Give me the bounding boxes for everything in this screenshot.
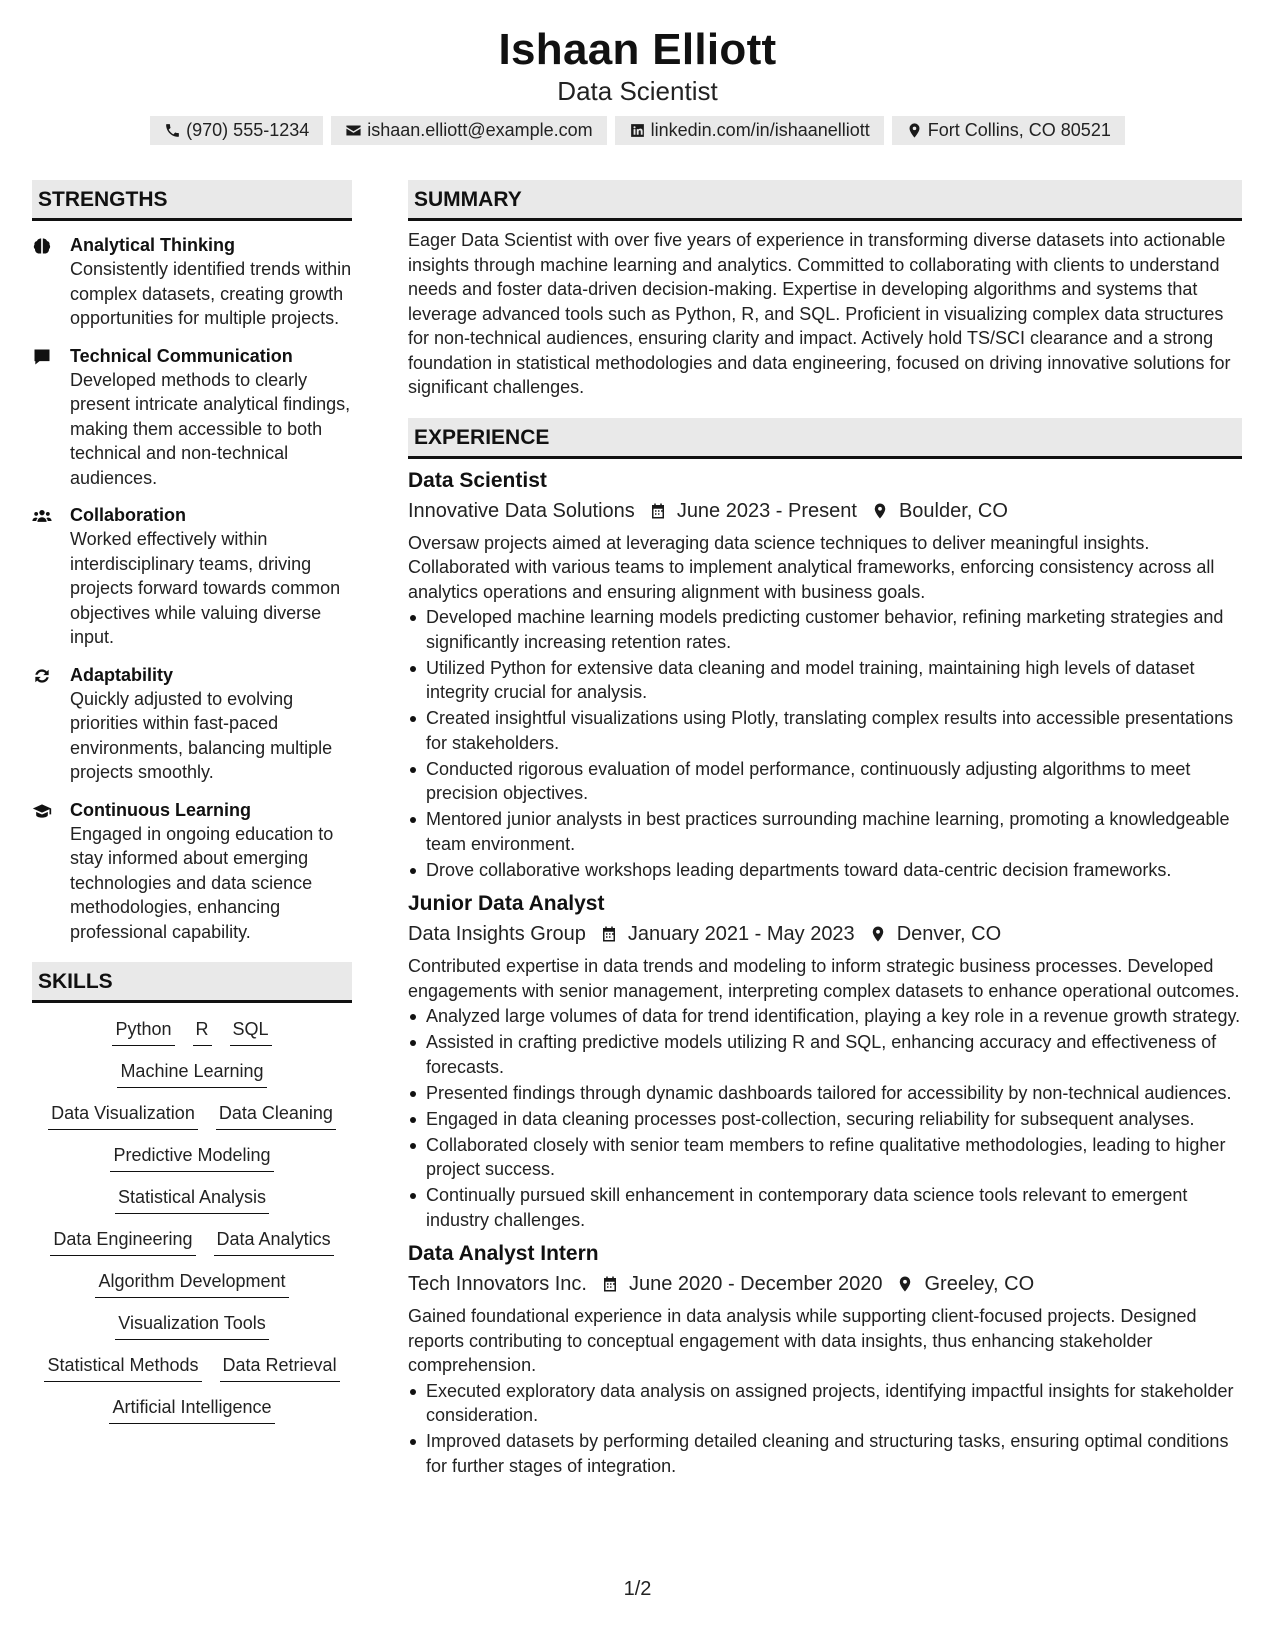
map-pin-icon	[869, 925, 887, 943]
skill-tag: R	[193, 1017, 212, 1046]
job-bullet: Created insightful visualizations using Plotly, translating complex results into accessible presentations for stakeholders.	[408, 706, 1242, 755]
job-description: Oversaw projects aimed at leveraging data science techniques to deliver meaningful insights. Collaborated with various teams to implement analytical frameworks, enforcing consistency across all analytics operations and ensuring alignment with business goals.	[408, 532, 1215, 602]
skill-tag: Statistical Analysis	[115, 1185, 269, 1214]
skill-tag: Visualization Tools	[115, 1311, 268, 1340]
strength-item	[32, 233, 352, 331]
strengths-list	[32, 233, 352, 944]
map-pin-icon	[871, 502, 889, 520]
calendar-icon	[600, 925, 618, 943]
skill-tag: SQL	[230, 1017, 272, 1046]
sync-icon	[32, 666, 52, 686]
contact-location	[892, 116, 1125, 145]
job-title: Junior Data Analyst	[408, 892, 605, 915]
job-entry	[408, 890, 1242, 1232]
strength-title: Adaptability	[70, 664, 174, 685]
strengths-heading: STRENGTHS	[32, 180, 352, 221]
skills-list	[32, 1017, 352, 1424]
job-description: Gained foundational experience in data analysis while supporting client-focused projects. Designed reports contributing to conceptual engagement with data insights, thus enhancing stakeholder comprehension.	[408, 1306, 1197, 1375]
job-location: Boulder, CO	[898, 499, 1008, 522]
contact-email-text[interactable]: ishaan.elliott@example.com	[367, 120, 593, 140]
calendar-icon	[649, 502, 667, 520]
job-bullets	[408, 605, 1242, 882]
job-entry	[408, 1240, 1242, 1478]
job-bullet: Assisted in crafting predictive models utilizing R and SQL, enhancing accuracy and effectiveness of forecasts.	[408, 1030, 1242, 1079]
skill-tag: Data Retrieval	[220, 1353, 340, 1382]
right-column	[408, 180, 1242, 1480]
candidate-role: Data Scientist	[557, 76, 718, 106]
skill-tag: Data Visualization	[48, 1101, 198, 1130]
linkedin-icon	[629, 122, 646, 139]
strength-item	[32, 503, 352, 650]
job-entry	[408, 467, 1242, 883]
job-title: Data Analyst Intern	[408, 1242, 599, 1265]
job-company: Data Insights Group	[408, 923, 586, 945]
job-bullet: Improved datasets by performing detailed cleaning and structuring tasks, ensuring optimal conditions for further stages of integration.	[408, 1429, 1242, 1478]
job-bullets	[408, 1379, 1242, 1479]
skill-tag: Data Analytics	[214, 1227, 334, 1256]
job-bullet: Engaged in data cleaning processes post-collection, securing reliability for subsequent analyses.	[408, 1107, 1242, 1132]
page-number: 1/2	[623, 1578, 652, 1600]
contact-phone	[150, 116, 323, 145]
job-company: Tech Innovators Inc.	[408, 1273, 587, 1295]
job-company: Innovative Data Solutions	[408, 499, 635, 522]
job-bullets	[408, 1004, 1242, 1232]
job-bullet: Continually pursued skill enhancement in contemporary data science tools relevant to emergent industry challenges.	[408, 1183, 1242, 1232]
job-dates: January 2021 - May 2023	[627, 923, 855, 945]
skill-tag: Statistical Methods	[44, 1353, 201, 1382]
job-meta	[408, 497, 1242, 525]
contact-bar	[0, 116, 1275, 145]
skill-tag: Python	[112, 1017, 174, 1046]
job-bullet: Executed exploratory data analysis on assigned projects, identifying impactful insights for stakeholder consideration.	[408, 1379, 1242, 1428]
job-dates: June 2023 - Present	[676, 499, 857, 522]
job-description: Contributed expertise in data trends and modeling to inform strategic business processes. Developed engagements with senior management, interpreting complex datasets to enhance operational outcomes.	[408, 956, 1240, 1001]
strength-title: Continuous Learning	[70, 799, 251, 820]
strength-title: Technical Communication	[70, 345, 293, 366]
skill-tag: Machine Learning	[117, 1059, 266, 1088]
strength-description: Developed methods to clearly present intricate analytical findings, making them accessible to both technical and non-technical audiences.	[70, 369, 351, 488]
job-meta	[408, 1270, 1242, 1298]
strength-description: Consistently identified trends within complex datasets, creating growth opportunities for multiple projects.	[70, 259, 352, 328]
summary-heading: SUMMARY	[408, 180, 1242, 221]
calendar-icon	[601, 1275, 619, 1293]
skill-tag: Algorithm Development	[95, 1269, 288, 1298]
job-bullet: Utilized Python for extensive data cleaning and model training, maintaining high levels of dataset integrity crucial for analysis.	[408, 656, 1242, 705]
skills-section	[32, 962, 352, 1424]
strength-description: Worked effectively within interdisciplinary teams, driving projects forward towards common objectives while valuing diverse input.	[70, 529, 341, 647]
job-title: Data Scientist	[408, 468, 547, 492]
map-pin-icon	[896, 1275, 914, 1293]
skill-tag: Data Engineering	[50, 1227, 195, 1256]
experience-heading: EXPERIENCE	[408, 418, 1242, 459]
strength-item	[32, 798, 352, 945]
summary-text: Eager Data Scientist with over five years of experience in transforming diverse datasets into actionable insights through machine learning and analytics. Committed to collaborating with clients to understand needs and foster data-driven decision-making. Expertise in developing algorithms and systems that leverage advanced tools such as Python, R, and SQL. Proficient in visualizing complex data structures for non-technical audiences, ensuring clarity and impact. Actively hold TS/SCI clearance and a strong foundation in statistical methodologies and data engineering, focused on driving innovative solutions for significant challenges.	[408, 230, 1231, 397]
contact-location-text: Fort Collins, CO 80521	[927, 120, 1111, 140]
graduation-cap-icon	[32, 801, 52, 821]
job-bullet: Conducted rigorous evaluation of model performance, continuously adjusting algorithms to meet precision objectives.	[408, 757, 1242, 806]
contact-linkedin[interactable]	[615, 116, 884, 145]
left-column	[32, 180, 352, 1424]
strength-item	[32, 663, 352, 785]
job-bullet: Presented findings through dynamic dashboards tailored for accessibility by non-technical audiences.	[408, 1081, 1242, 1106]
resume-header	[0, 0, 1275, 145]
users-icon	[32, 506, 52, 526]
map-pin-icon	[906, 122, 923, 139]
job-bullet: Collaborated closely with senior team members to refine qualitative methodologies, leading to higher project success.	[408, 1133, 1242, 1182]
strength-title: Analytical Thinking	[70, 235, 236, 255]
job-dates: June 2020 - December 2020	[628, 1273, 883, 1295]
contact-phone-text: (970) 555-1234	[186, 120, 310, 140]
phone-icon	[164, 122, 181, 139]
envelope-icon	[345, 122, 362, 139]
job-bullet: Developed machine learning models predicting customer behavior, refining marketing strategies and significantly increasing retention rates.	[408, 605, 1242, 654]
brain-icon	[32, 236, 52, 256]
skill-tag: Predictive Modeling	[110, 1143, 273, 1172]
job-bullet: Drove collaborative workshops leading departments toward data-centric decision frameworks.	[408, 858, 1242, 883]
job-meta	[408, 920, 1242, 948]
job-bullet: Mentored junior analysts in best practices surrounding machine learning, promoting a knowledgeable team environment.	[408, 807, 1242, 856]
strength-description: Quickly adjusted to evolving priorities within fast-paced environments, balancing multiple projects smoothly.	[70, 688, 333, 782]
strength-description: Engaged in ongoing education to stay informed about emerging technologies and data science methodologies, enhancing professional capability.	[70, 823, 334, 942]
contact-email[interactable]	[331, 116, 606, 145]
job-location: Denver, CO	[896, 923, 1002, 945]
strength-item	[32, 344, 352, 491]
skill-tag: Artificial Intelligence	[109, 1395, 274, 1424]
strength-title: Collaboration	[70, 505, 186, 525]
skill-tag: Data Cleaning	[216, 1101, 336, 1130]
speech-bubble-icon	[32, 347, 52, 367]
job-location: Greeley, CO	[924, 1273, 1035, 1295]
contact-linkedin-text[interactable]: linkedin.com/in/ishaanelliott	[650, 120, 870, 140]
skills-heading: SKILLS	[32, 962, 352, 1003]
candidate-name: Ishaan Elliott	[498, 25, 777, 74]
job-bullet: Analyzed large volumes of data for trend identification, playing a key role in a revenue growth strategy.	[408, 1004, 1242, 1029]
